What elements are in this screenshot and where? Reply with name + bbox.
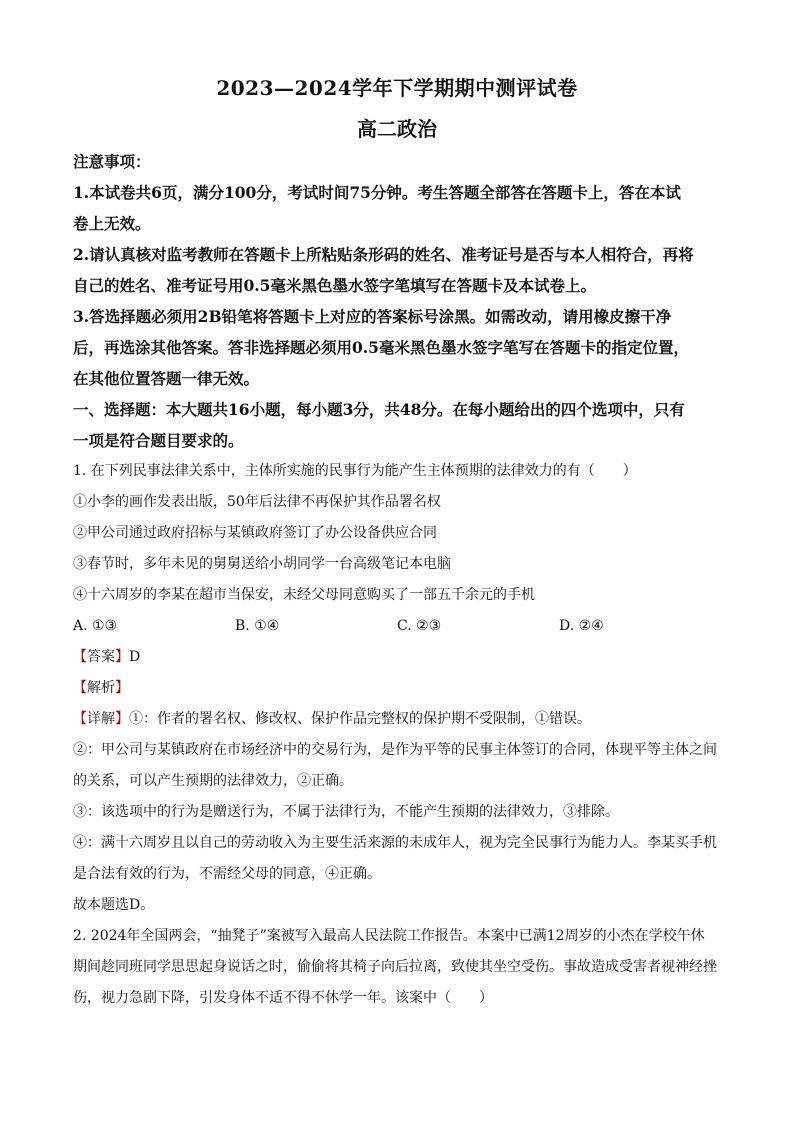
notice-line: 1.本试卷共6页，满分100分，考试时间75分钟。考生答题全部答在答题卡上，答在本试 xyxy=(73,183,681,202)
detail-bracket-close: 】 xyxy=(115,711,129,727)
option-b: B. ①④ xyxy=(235,618,280,634)
detail-line: 是合法有效的行为，不需经父母的同意，④正确。 xyxy=(73,866,381,882)
question-1-options xyxy=(73,611,723,642)
answer-bracket-close: 】 xyxy=(115,649,129,665)
answer-label: 答案 xyxy=(87,649,115,665)
analysis-bracket-open: 【 xyxy=(73,680,87,696)
option-c: C. ②③ xyxy=(397,618,442,634)
section-heading: 一、选择题：本大题共16小题，每小题3分，共48分。在每小题给出的四个选项中，只有 xyxy=(73,400,685,419)
question-2-line: 2. 2024年全国两会，“抽凳子”案被写入最高人民法院工作报告。本案中已满12周岁的小杰在学校午休 xyxy=(73,928,705,944)
option-a: A. ①③ xyxy=(73,618,118,634)
answer-line xyxy=(73,642,723,673)
notice-line: 卷上无效。 xyxy=(73,214,151,233)
question-1-stem: 1. 在下列民事法律关系中，主体所实施的民事行为能产生主体预期的法律效力的有（ ） xyxy=(73,463,637,479)
detail-line: ③：该选项中的行为是赠送行为，不属于法律行为，不能产生预期的法律效力，③排除。 xyxy=(73,804,619,820)
detail-label: 详解 xyxy=(87,711,115,727)
section-heading: 一项是符合题目要求的。 xyxy=(73,431,244,450)
subject-title: 高二政治 xyxy=(357,117,437,141)
answer-bracket-open: 【 xyxy=(73,649,87,665)
detail-line: ②：甲公司与某镇政府在市场经济中的交易行为，是作为平等的民事主体签订的合同，体现平等主体之间 xyxy=(73,742,717,758)
question-1-statement: ③春节时，多年未见的舅舅送给小胡同学一台高级笔记本电脑 xyxy=(73,556,451,572)
notice-line: 3.答选择题必须用2B铅笔将答题卡上对应的答案标号涂黑。如需改动，请用橡皮擦干净 xyxy=(73,307,672,326)
detail-bracket-open: 【 xyxy=(73,711,87,727)
detail-line xyxy=(73,704,723,735)
notice-heading: 注意事项： xyxy=(73,152,151,171)
notice-line: 2.请认真核对监考教师在答题卡上所粘贴条形码的姓名、准考证号是否与本人相符合，再将 xyxy=(73,245,694,264)
detail-line: 的关系，可以产生预期的法律效力，②正确。 xyxy=(73,773,353,789)
answer-value: D xyxy=(129,649,141,665)
question-1-statement: ②甲公司通过政府招标与某镇政府签订了办公设备供应合同 xyxy=(73,525,437,541)
notice-line: 在其他位置答题一律无效。 xyxy=(73,369,260,388)
option-d: D. ②④ xyxy=(559,618,604,634)
analysis-heading xyxy=(73,673,723,704)
analysis-bracket-close: 】 xyxy=(115,680,129,696)
question-1-statement: ④十六周岁的李某在超市当保安，未经父母同意购买了一部五千余元的手机 xyxy=(73,587,535,603)
question-2-line: 期间趁同班同学思思起身说话之时，偷偷将其椅子向后拉离，致使其坐空受伤。事故造成受害者视神经挫 xyxy=(73,959,717,975)
analysis-label: 解析 xyxy=(87,680,115,696)
detail-line: ④：满十六周岁且以自己的劳动收入为主要生活来源的未成年人，视为完全民事行为能力人。李某买手机 xyxy=(73,835,717,851)
notice-line: 自己的姓名、准考证号用0.5毫米黑色墨水签字笔填写在答题卡及本试卷上。 xyxy=(73,276,596,295)
document-body xyxy=(73,146,723,1014)
detail-text: ①：作者的署名权、修改权、保护作品完整权的保护期不受限制，①错误。 xyxy=(129,711,591,727)
detail-conclusion: 故本题选D。 xyxy=(73,897,155,913)
exam-title: 2023—2024学年下学期期中测评试卷 xyxy=(216,76,578,100)
question-2-line: 伤，视力急剧下降，引发身体不适不得不休学一年。该案中（ ） xyxy=(73,990,493,1006)
notice-line: 后，再选涂其他答案。答非选择题必须用0.5毫米黑色墨水签字笔写在答题卡的指定位置， xyxy=(73,338,689,357)
question-1-statement: ①小李的画作发表出版，50年后法律不再保护其作品署名权 xyxy=(73,494,441,510)
